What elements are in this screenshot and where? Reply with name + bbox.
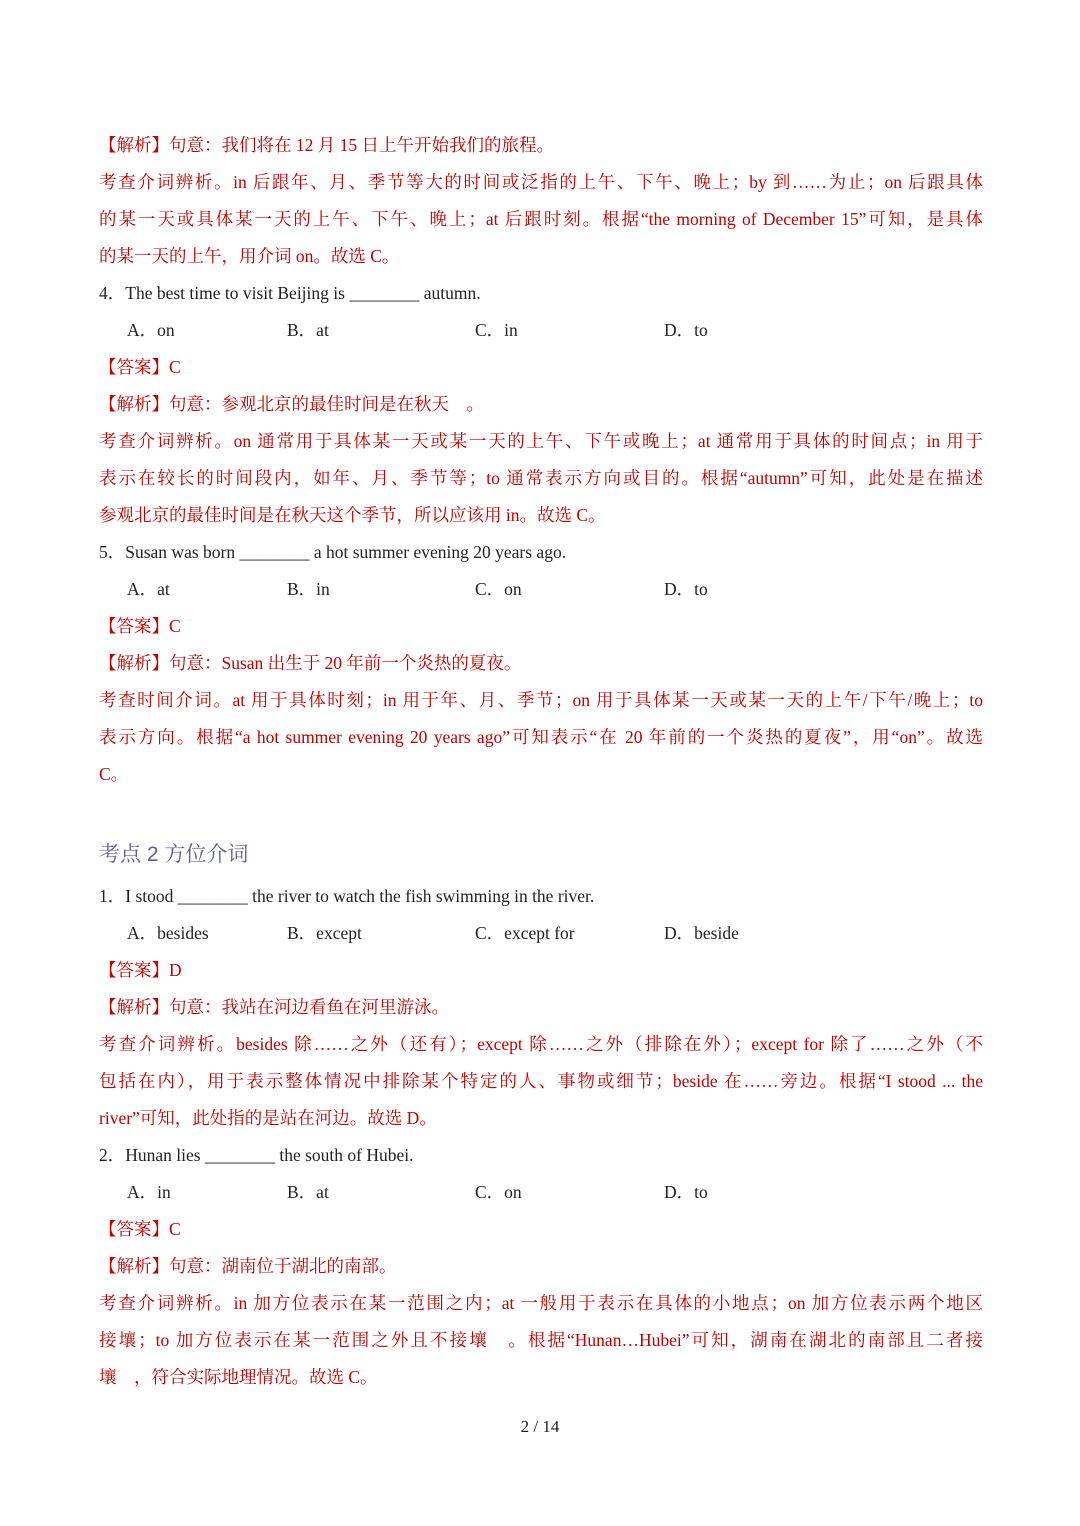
option-d: D．beside xyxy=(664,923,739,943)
analysis-line: 【解析】句意：Susan 出生于 20 年前一个炎热的夏夜。 xyxy=(99,653,522,673)
option-a: A．at xyxy=(127,579,170,599)
option-b: B．at xyxy=(287,320,329,340)
option-c: C．on xyxy=(475,1182,522,1202)
option-d: D．to xyxy=(664,320,708,340)
options-row xyxy=(99,915,983,952)
explanation-line: 包括在内），用于表示整体情况中排除某个特定的人、事物或细节；beside 在……旁边。根据“I stood ... the xyxy=(99,1071,983,1091)
question-stem: 5．Susan was born ________ a hot summer evening 20 years ago. xyxy=(99,542,567,562)
analysis-line: 【解析】句意：参观北京的最佳时间是在秋天 。 xyxy=(99,394,484,414)
option-b: B．except xyxy=(287,923,362,943)
explanation-line: C。 xyxy=(99,764,129,784)
explanation-line: 表示方向。根据“a hot summer evening 20 years ago”可知表示“在 20 年前的一个炎热的夏夜”，用“on”。故选 xyxy=(99,727,983,747)
explanation-line: river”可知，此处指的是站在河边。故选 D。 xyxy=(99,1108,437,1128)
option-c: C．on xyxy=(475,579,522,599)
answer-line: 【答案】D xyxy=(99,960,182,980)
explanation-line: 的某一天或具体某一天的上午、下午、晚上；at 后跟时刻。根据“the morning of December 15”可知，是具体 xyxy=(99,209,983,229)
explanation-line: 考查介词辨析。besides 除……之外（还有）；except 除……之外（排除在外）；except for 除了……之外（不 xyxy=(99,1034,983,1054)
explanation-line: 考查介词辨析。in 后跟年、月、季节等大的时间或泛指的上午、下午、晚上；by 到……为止；on 后跟具体 xyxy=(99,172,983,192)
options-row xyxy=(99,312,983,349)
answer-line: 【答案】C xyxy=(99,357,181,377)
explanation-line: 考查介词辨析。on 通常用于具体某一天或某一天的上午、下午或晚上；at 通常用于具体的时间点；in 用于 xyxy=(99,431,983,451)
option-b: B．at xyxy=(287,1182,329,1202)
options-row xyxy=(99,571,983,608)
analysis-line: 【解析】句意：湖南位于湖北的南部。 xyxy=(99,1256,397,1276)
section-heading: 考点 2 方位介词 xyxy=(99,843,249,866)
question-stem: 1．I stood ________ the river to watch the fish swimming in the river. xyxy=(99,886,595,906)
page-number: 2 / 14 xyxy=(520,1417,560,1436)
option-a: A．besides xyxy=(127,923,209,943)
explanation-line: 考查时间介词。at 用于具体时刻；in 用于年、月、季节；on 用于具体某一天或某一天的上午/下午/晚上；to xyxy=(99,690,983,710)
option-d: D．to xyxy=(664,1182,708,1202)
analysis-line: 【解析】句意：我们将在 12 月 15 日上午开始我们的旅程。 xyxy=(99,135,554,155)
option-b: B．in xyxy=(287,579,330,599)
options-row xyxy=(99,1174,983,1211)
question-stem: 4．The best time to visit Beijing is ________ autumn. xyxy=(99,283,481,303)
explanation-line: 的某一天的上午，用介词 on。故选 C。 xyxy=(99,246,400,266)
explanation-line: 表示在较长的时间段内，如年、月、季节等；to 通常表示方向或目的。根据“autumn”可知，此处是在描述 xyxy=(99,468,983,488)
page-content xyxy=(99,127,983,1396)
option-c: C．in xyxy=(475,320,518,340)
question-stem: 2．Hunan lies ________ the south of Hubei. xyxy=(99,1145,414,1165)
answer-line: 【答案】C xyxy=(99,1219,181,1239)
explanation-line: 壤 ，符合实际地理情况。故选 C。 xyxy=(99,1367,378,1387)
option-a: A．on xyxy=(127,320,175,340)
option-d: D．to xyxy=(664,579,708,599)
analysis-line: 【解析】句意：我站在河边看鱼在河里游泳。 xyxy=(99,997,449,1017)
explanation-line: 参观北京的最佳时间是在秋天这个季节，所以应该用 in。故选 C。 xyxy=(99,505,606,525)
option-c: C．except for xyxy=(475,923,575,943)
answer-line: 【答案】C xyxy=(99,616,181,636)
explanation-line: 考查介词辨析。in 加方位表示在某一范围之内；at 一般用于表示在具体的小地点；on 加方位表示两个地区 xyxy=(99,1293,983,1313)
option-a: A．in xyxy=(127,1182,171,1202)
explanation-line: 接壤；to 加方位表示在某一范围之外且不接壤 。根据“Hunan…Hubei”可知，湖南在湖北的南部且二者接 xyxy=(99,1330,983,1350)
